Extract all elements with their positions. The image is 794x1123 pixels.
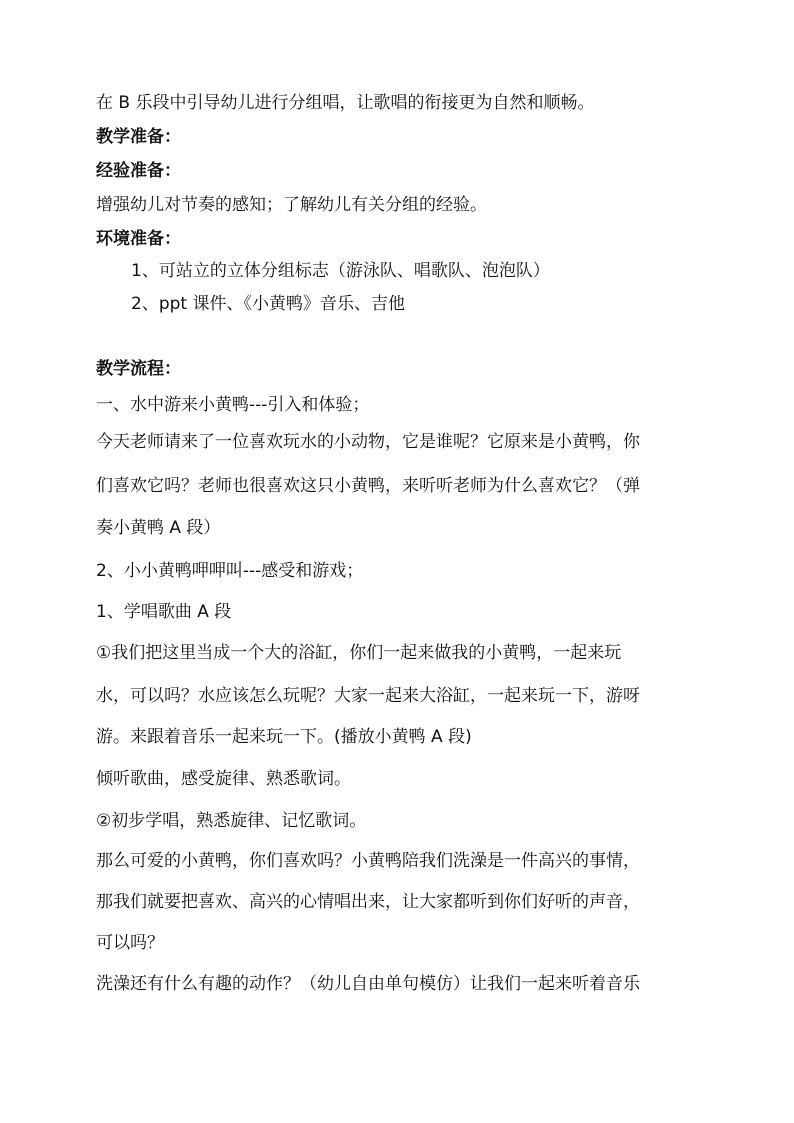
list-item: 1、可站立的立体分组标志（游泳队、唱歌队、泡泡队） bbox=[131, 261, 550, 281]
paragraph-line: ②初步学唱，熟悉旋律、记忆歌词。 bbox=[96, 811, 367, 831]
paragraph-line: 增强幼儿对节奏的感知；了解幼儿有关分组的经验。 bbox=[96, 195, 487, 215]
paragraph-line: 水，可以吗？水应该怎么玩呢？大家一起来大浴缸，一起来玩一下，游呀 bbox=[96, 686, 640, 706]
paragraph-line: 今天老师请来了一位喜欢玩水的小动物，它是谁呢？它原来是小黄鸭，你 bbox=[96, 432, 640, 452]
section-heading: 环境准备： bbox=[96, 229, 181, 249]
paragraph-line: 们喜欢它吗？老师也很喜欢这只小黄鸭，来听听老师为什么喜欢它？（弹 bbox=[96, 476, 640, 496]
paragraph-line: 那我们就要把喜欢、高兴的心情唱出来，让大家都听到你们好听的声音， bbox=[96, 892, 640, 912]
paragraph-line: 洗澡还有什么有趣的动作？（幼儿自由单句模仿）让我们一起来听着音乐 bbox=[96, 974, 640, 994]
paragraph-line: 1、学唱歌曲 A 段 bbox=[96, 602, 232, 622]
paragraph-line: 2、小小黄鸭呷呷叫---感受和游戏； bbox=[96, 561, 364, 581]
list-item: 2、ppt 课件、《小黄鸭》音乐、吉他 bbox=[131, 294, 405, 314]
paragraph-line: 游。来跟着音乐一起来玩一下。(播放小黄鸭 A 段) bbox=[96, 727, 472, 747]
paragraph-line: 奏小黄鸭 A 段） bbox=[96, 518, 221, 538]
section-heading: 经验准备： bbox=[96, 161, 181, 181]
section-heading: 教学流程： bbox=[96, 359, 181, 379]
paragraph-line: 一、水中游来小黄鸭---引入和体验； bbox=[96, 395, 370, 415]
paragraph-line: 倾听歌曲，感受旋律、熟悉歌词。 bbox=[96, 769, 351, 789]
section-heading: 教学准备： bbox=[96, 127, 181, 147]
paragraph-line: 在 B 乐段中引导幼儿进行分组唱，让歌唱的衔接更为自然和顺畅。 bbox=[96, 93, 595, 113]
paragraph-line: 那么可爱的小黄鸭，你们喜欢吗？小黄鸭陪我们洗澡是一件高兴的事情， bbox=[96, 851, 640, 871]
paragraph-line: ①我们把这里当成一个大的浴缸，你们一起来做我的小黄鸭，一起来玩 bbox=[96, 643, 622, 663]
paragraph-line: 可以吗？ bbox=[96, 933, 164, 953]
